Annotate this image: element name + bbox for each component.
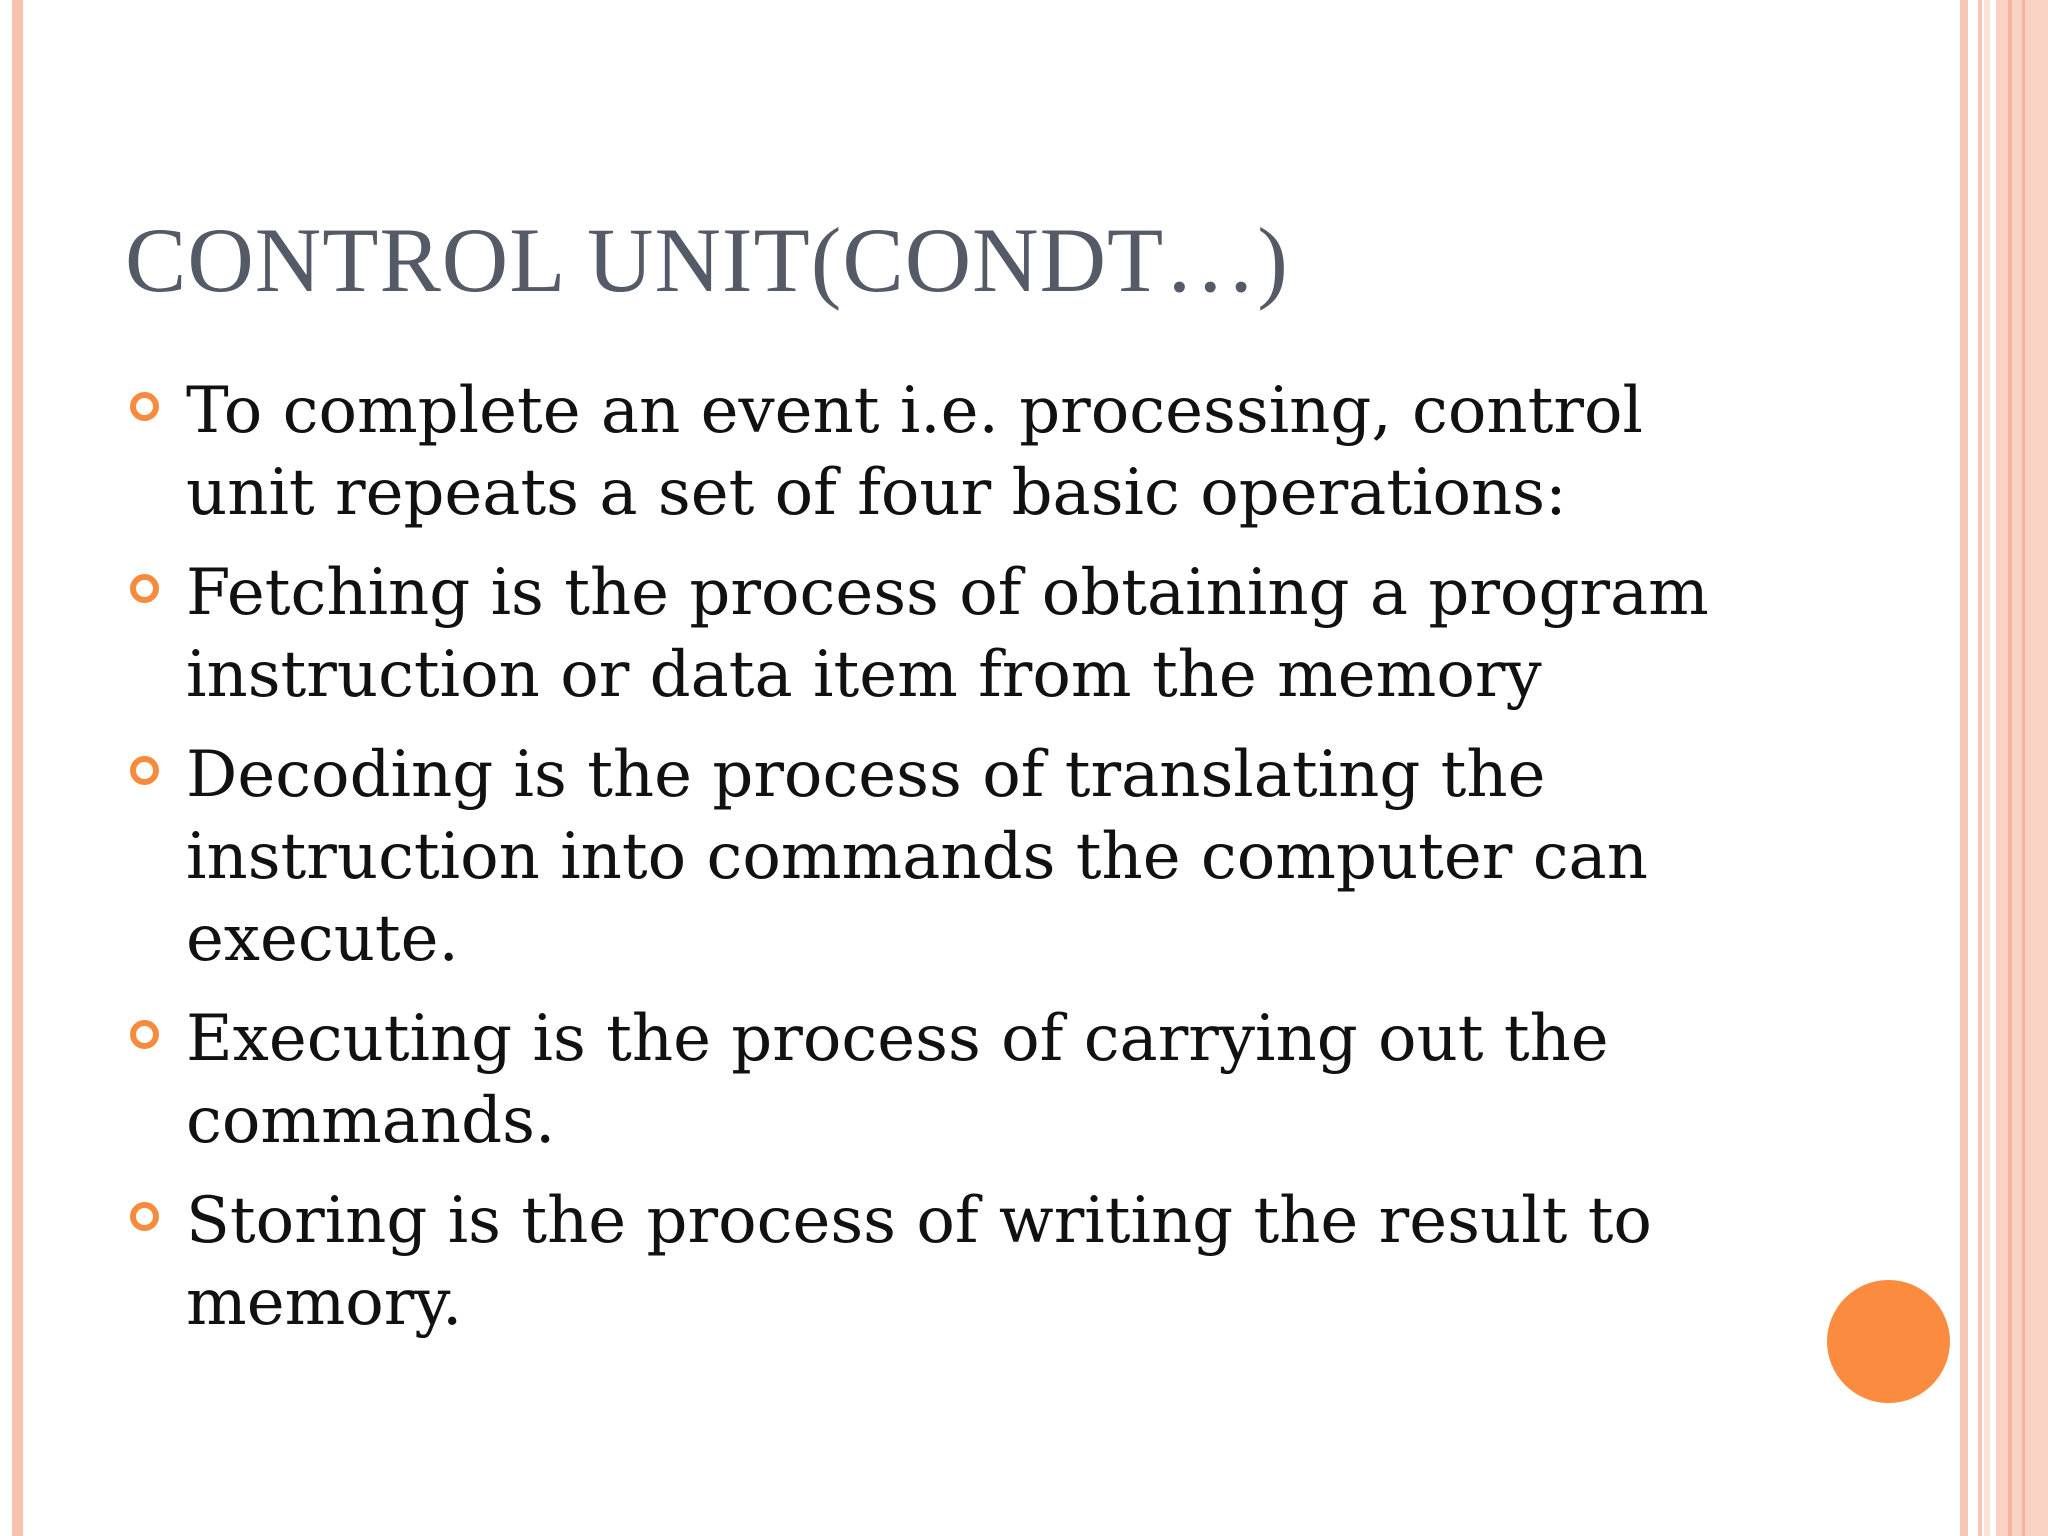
bullet-circle-icon xyxy=(130,392,159,421)
bullet-item xyxy=(130,998,1770,1162)
bullet-list xyxy=(130,370,1770,1362)
orange-circle-decoration xyxy=(1827,1280,1950,1403)
right-border-stripe xyxy=(1984,0,1990,1536)
right-border-stripe xyxy=(1960,0,1968,1536)
bullet-item xyxy=(130,552,1770,716)
bullet-circle-icon xyxy=(130,574,159,603)
bullet-item xyxy=(130,370,1770,534)
bullet-text: Storing is the process of writing the result to memory. xyxy=(186,1184,1652,1340)
right-border-stripe xyxy=(1978,0,1982,1536)
right-border-stripe xyxy=(2022,0,2025,1536)
bullet-circle-icon xyxy=(130,1202,159,1231)
bullet-text: Executing is the process of carrying out the commands. xyxy=(186,1002,1609,1158)
bullet-circle-icon xyxy=(130,756,159,785)
bullet-circle-icon xyxy=(130,1020,159,1049)
bullet-text: Fetching is the process of obtaining a program instruction or data item from the memory xyxy=(186,556,1709,712)
bullet-text: Decoding is the process of translating the instruction into commands the computer can execute. xyxy=(186,738,1648,976)
bullet-item xyxy=(130,734,1770,980)
slide-title: CONTROL UNIT(CONDT…) xyxy=(125,209,1289,311)
right-border-stripe xyxy=(2008,0,2012,1536)
bullet-text: To complete an event i.e. processing, control unit repeats a set of four basic operations: xyxy=(186,374,1643,530)
bullet-item xyxy=(130,1180,1770,1344)
left-border-stripe xyxy=(12,0,23,1536)
